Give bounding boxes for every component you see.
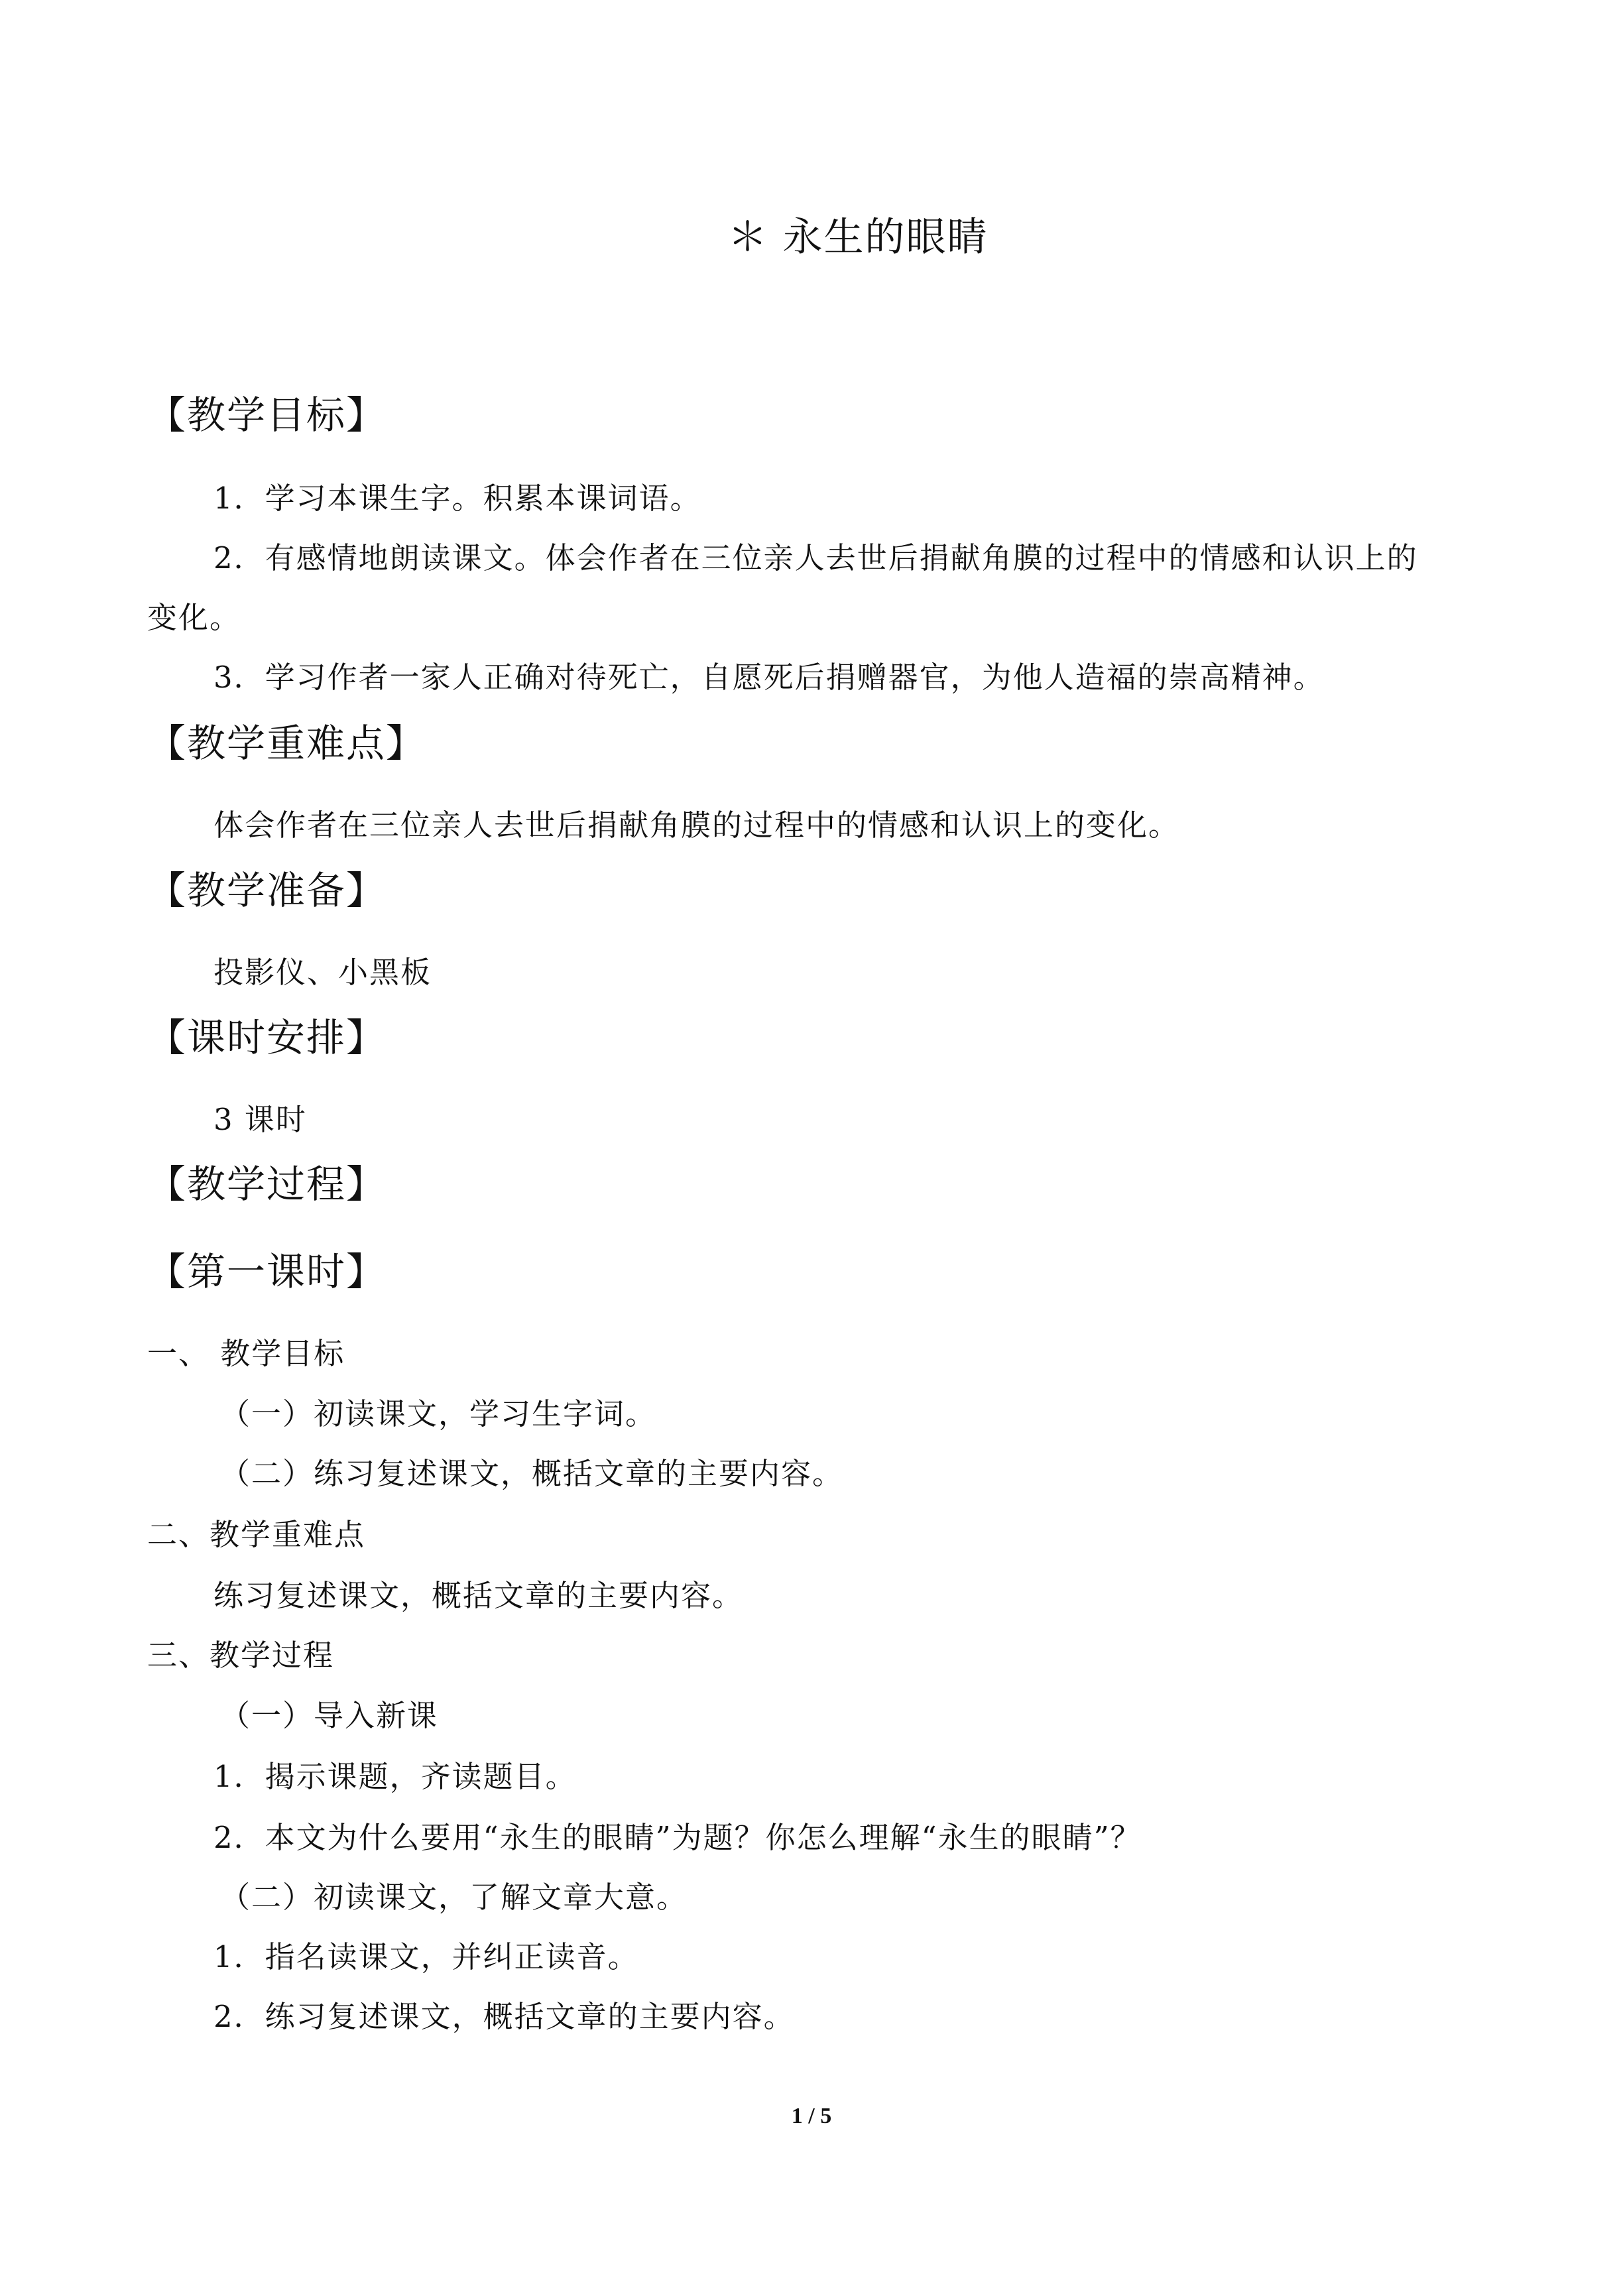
lesson-section-3: 三、教学过程 xyxy=(147,1638,335,1673)
lesson-step-1: （一）导入新课 xyxy=(220,1698,439,1733)
goal-item-2: 2．有感情地朗读课文。体会作者在三位亲人去世后捐献角膜的过程中的情感和认识上的 xyxy=(213,540,1418,575)
key-points-text: 体会作者在三位亲人去世后捐献角膜的过程中的情感和认识上的变化。 xyxy=(213,808,1180,843)
key-points-heading: 【教学重难点】 xyxy=(147,721,426,766)
lesson-key-text: 练习复述课文，概括文章的主要内容。 xyxy=(213,1578,744,1613)
lesson-one-heading: 【第一课时】 xyxy=(147,1249,387,1294)
lesson-goal-2: （二）练习复述课文，概括文章的主要内容。 xyxy=(220,1456,844,1491)
goal-item-2-continued: 变化。 xyxy=(147,600,241,635)
goals-heading: 【教学目标】 xyxy=(147,393,387,438)
lesson-step-2: （二）初读课文，了解文章大意。 xyxy=(220,1880,688,1915)
schedule-heading: 【课时安排】 xyxy=(147,1015,387,1060)
lesson-step-1-item-2: 2．本文为什么要用“永生的眼睛”为题？你怎么理解“永生的眼睛”？ xyxy=(213,1820,1142,1855)
lesson-section-2: 二、教学重难点 xyxy=(147,1517,366,1552)
document-title: ＊ 永生的眼睛 xyxy=(727,214,989,261)
process-heading: 【教学过程】 xyxy=(147,1162,387,1207)
schedule-text: 3 课时 xyxy=(213,1102,307,1137)
lesson-step-1-item-1: 1．揭示课题，齐读题目。 xyxy=(213,1759,577,1794)
goal-item-1: 1．学习本课生字。积累本课词语。 xyxy=(213,481,701,516)
preparation-heading: 【教学准备】 xyxy=(147,868,387,913)
preparation-text: 投影仪、小黑板 xyxy=(213,955,432,990)
lesson-step-2-item-1: 1．指名读课文，并纠正读音。 xyxy=(213,1939,639,1974)
lesson-goal-1: （一）初读课文，学习生字词。 xyxy=(220,1396,657,1431)
lesson-section-1: 一、 教学目标 xyxy=(147,1336,345,1371)
lesson-step-2-item-2: 2．练习复述课文，概括文章的主要内容。 xyxy=(213,1999,795,2034)
page-number: 1 / 5 xyxy=(791,2104,832,2128)
goal-item-3: 3．学习作者一家人正确对待死亡，自愿死后捐赠器官，为他人造福的崇高精神。 xyxy=(213,660,1325,695)
